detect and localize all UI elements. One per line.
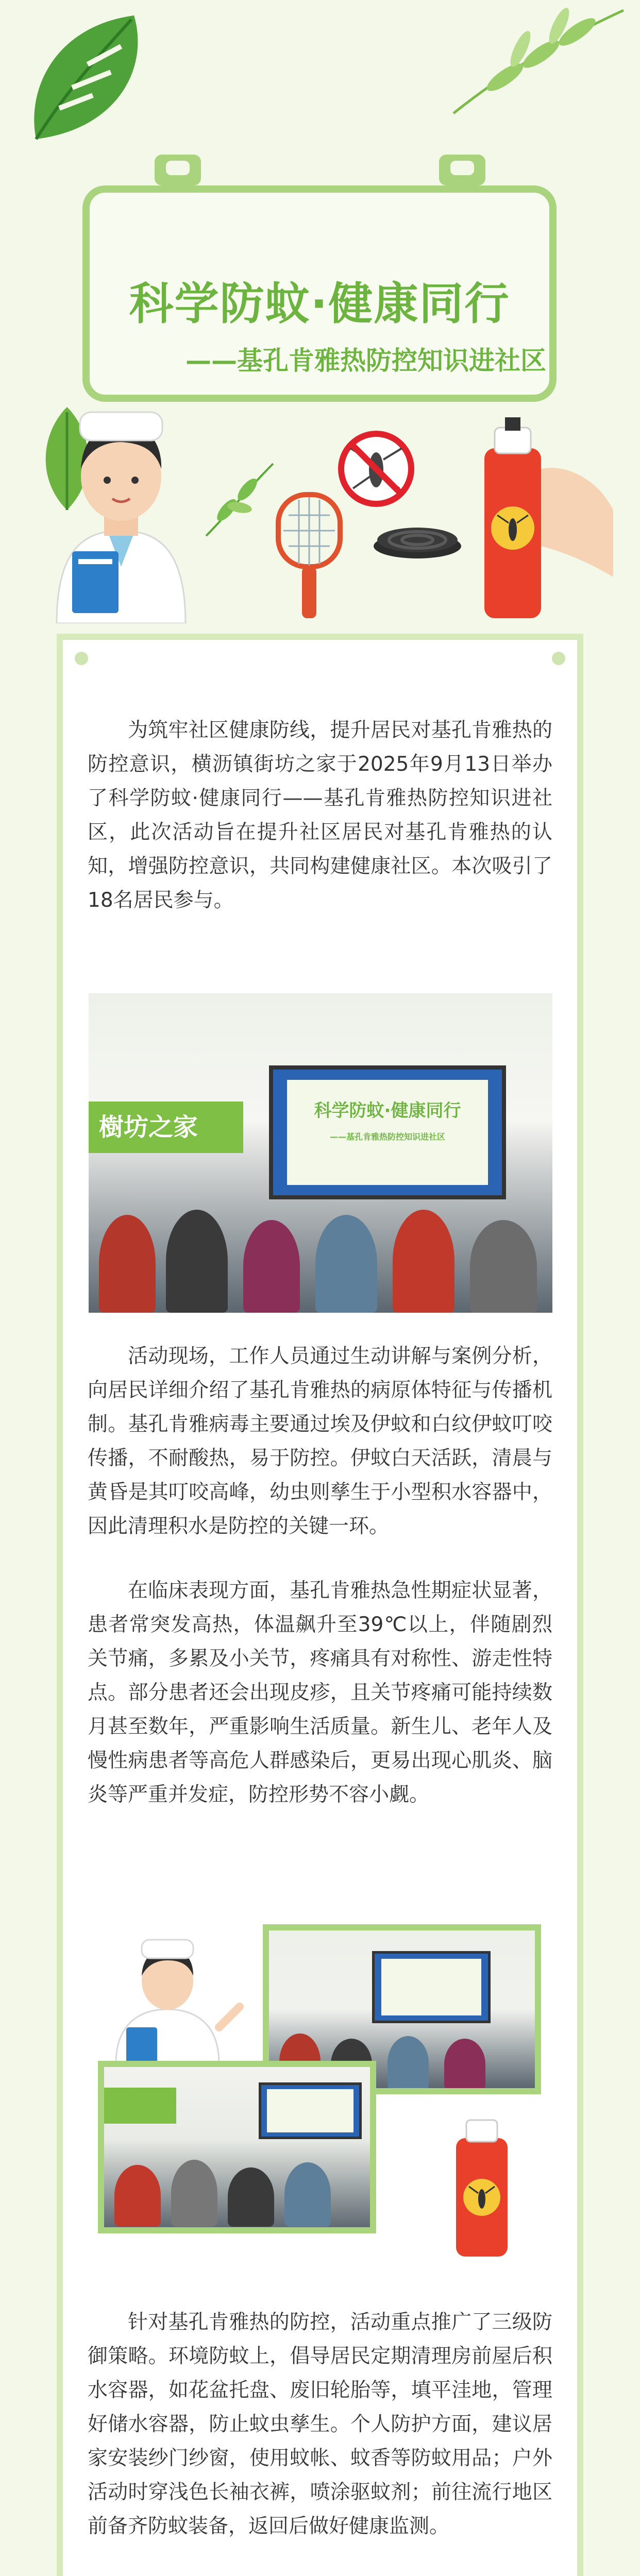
- screen-subtitle: ——基孔肯雅热防控知识进社区: [329, 1131, 445, 1142]
- audience-person: [315, 1215, 377, 1313]
- clip: [155, 155, 201, 185]
- audience-person: [228, 2167, 274, 2227]
- audience-person: [444, 2039, 485, 2088]
- activity-photo-presentation: [89, 993, 552, 1313]
- clip: [439, 155, 485, 185]
- audience-person: [166, 1210, 228, 1313]
- audience-person: [388, 2036, 429, 2088]
- collage-frame: [98, 2061, 376, 2233]
- audience-person: [393, 1210, 454, 1313]
- audience-person: [243, 1220, 300, 1313]
- audience-person: [171, 2160, 217, 2227]
- audience-person: [99, 1215, 156, 1313]
- paragraph-symptoms: 在临床表现方面，基孔肯雅热急性期症状显著，患者常突发高热，体温飙升至39℃以上，伴随剧烈关节痛，多累及小关节，疼痛具有对称性、游走性特点。部分患者还会出现皮疹，且关节疼痛可能持续数月甚至数年，严重影响生活质量。新生儿、老年人及慢性病患者等高危人群感染后，更易出现心肌炎、脑炎等严重并发症，防控形势不容小觑。: [88, 1579, 552, 1806]
- activity-photo-audience: [104, 2067, 370, 2227]
- paragraph-intro: 为筑牢社区健康防线，提升居民对基孔肯雅热的防控意识，横沥镇街坊之家于2025年9月13日举办了科学防蚊·健康同行——基孔肯雅热防控知识进社区，此次活动旨在提升社区居民对基孔肯雅热的认知，增强防控意识，共同构建健康社区。本次吸引了18名居民参与。: [88, 719, 552, 912]
- bug-spray-icon: [443, 2107, 520, 2262]
- wall-panel: [104, 2088, 176, 2124]
- mosquito-coil-icon: [371, 515, 464, 562]
- paragraph-prevention: 针对基孔肯雅热的防控，活动重点推广了三级防御策略。环境防蚊上，倡导居民定期清理房前屋后积水容器，如花盆托盘、废旧轮胎等，填平洼地，管理好储水容器，防止蚊虫孳生。个人防护方面，建议居家安装纱门纱窗，使用蚊帐、蚊香等防蚊用品；户外活动时穿浅色长袖衣裤，喷涂驱蚊剂；前往流行地区前备齐防蚊装备，返回后做好健康监测。: [88, 2311, 552, 2538]
- doctor-icon: [36, 381, 206, 623]
- page-title: 科学防蚊·健康同行: [129, 278, 510, 330]
- paragraph-transmission: 活动现场，工作人员通过生动讲解与案例分析，向居民详细介绍了基孔肯雅热的病原体特征与传播机制。基孔肯雅病毒主要通过埃及伊蚊和白纹伊蚊叮咬传播，不耐酸热，易于防控。伊蚊白天活跃，清晨与黄昏是其叮咬高峰，幼虫则孳生于小型积水容器中，因此清理积水是防控的关键一环。: [88, 1345, 552, 1538]
- doctor-icon: [90, 1924, 245, 2063]
- presentation-screen: [372, 1951, 491, 2023]
- presentation-screen: [259, 2082, 362, 2139]
- audience-person: [284, 2162, 331, 2227]
- header: [0, 0, 640, 634]
- leaf-icon: [15, 5, 170, 160]
- leaf-icon: [196, 459, 278, 541]
- leaf-icon: [443, 0, 629, 124]
- presentation-screen: [269, 1065, 506, 1199]
- panel-dot: [75, 652, 88, 665]
- audience-person: [470, 1220, 537, 1313]
- wall-sign: 樹坊之家: [89, 1101, 243, 1153]
- page-subtitle: ——基孔肯雅热防控知识进社区: [186, 346, 546, 376]
- bug-spray-icon: [453, 407, 618, 629]
- screen-title: 科学防蚊·健康同行: [314, 1100, 461, 1122]
- mosquito-icon: [335, 428, 417, 510]
- panel-dot: [552, 652, 565, 665]
- audience-person: [114, 2165, 161, 2227]
